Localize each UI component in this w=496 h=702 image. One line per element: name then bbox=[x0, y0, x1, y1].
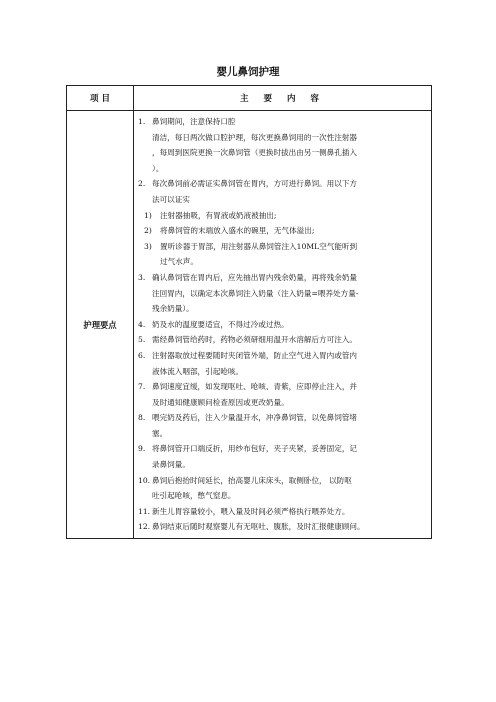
list-item bbox=[138, 504, 428, 520]
sub-list-item-text bbox=[160, 239, 428, 270]
list-item-number: 3. bbox=[138, 272, 146, 282]
list-item-line: ，每周到医院更换一次鼻饲管（更换时拔出由另一侧鼻孔插入 bbox=[152, 148, 358, 158]
sub-list-item-line: 注射器抽吸，有胃液或奶液被抽出; bbox=[160, 210, 277, 220]
list-item-line: 塞。 bbox=[152, 428, 168, 438]
list-item-line: 鼻饲速度宜缓，如发现呕吐、呛咳、青紫，应即停止注入，并 bbox=[152, 382, 358, 392]
item-list bbox=[138, 114, 428, 535]
list-item bbox=[138, 379, 428, 410]
header-item: 项 目 bbox=[67, 86, 134, 111]
list-item bbox=[138, 473, 428, 504]
list-item bbox=[138, 176, 428, 207]
sub-list-item-number: 2) bbox=[144, 226, 152, 236]
list-item-number: 6. bbox=[138, 350, 146, 360]
sub-list-item-text bbox=[160, 208, 428, 224]
list-item-text bbox=[152, 348, 428, 379]
list-item-number: 4. bbox=[138, 319, 146, 329]
header-content-text: 主 要 内 容 bbox=[240, 94, 325, 104]
list-item-line: 鼻饲后抱抬时间延长，抬高婴儿床床头，取侧卧位， 以防呕 bbox=[152, 475, 352, 485]
list-item-text bbox=[152, 317, 428, 333]
sub-list-item bbox=[138, 208, 428, 224]
list-item-number: 5. bbox=[138, 335, 146, 345]
list-item-line: 及时通知健康顾问检查原因或更改奶量。 bbox=[152, 397, 289, 407]
table-row bbox=[67, 111, 432, 539]
list-item-line: ）。 bbox=[152, 163, 164, 173]
list-item-line: 注回胃内，以确定本次鼻饲注入奶量（注入奶量=喂养处方量- bbox=[152, 288, 359, 298]
list-item bbox=[138, 332, 428, 348]
list-item bbox=[138, 441, 428, 472]
list-item-line: 奶及水的温度要适宜，不得过冷或过热。 bbox=[152, 319, 289, 329]
sub-list-item bbox=[138, 239, 428, 270]
list-item-number: 11. bbox=[138, 506, 151, 516]
list-item bbox=[138, 317, 428, 333]
sub-list-item-line: 过气水声。 bbox=[160, 257, 198, 267]
sub-list-item bbox=[138, 223, 428, 239]
list-item-line: 每次鼻饲前必需证实鼻饲管在胃内，方可进行鼻饲。用以下方 bbox=[152, 179, 358, 189]
list-item-number: 10. bbox=[138, 475, 151, 485]
list-item bbox=[138, 410, 428, 441]
list-item-text bbox=[152, 114, 428, 176]
list-item-number: 12. bbox=[138, 522, 151, 532]
list-item-line: 将鼻饲管开口端反折，用纱布包好，夹子夹紧，妥善固定，记 bbox=[152, 444, 358, 454]
sub-list-item-number: 3) bbox=[144, 241, 152, 251]
list-item bbox=[138, 348, 428, 379]
list-item-text bbox=[152, 441, 428, 472]
list-item-line: 液体流入咽部，引起呛咳。 bbox=[152, 366, 244, 376]
list-item bbox=[138, 519, 428, 535]
list-item-text bbox=[152, 379, 428, 410]
row-label: 护理要点 bbox=[67, 111, 134, 539]
list-item-line: 录鼻饲量。 bbox=[152, 460, 190, 470]
list-item-text bbox=[152, 410, 428, 441]
list-item-line: 喂完奶及药后，注入少量温开水，冲净鼻饲管，以免鼻饲管堵 bbox=[152, 413, 358, 423]
content-cell bbox=[134, 111, 432, 539]
list-item-line: 吐引起呛咳，憋气窒息。 bbox=[152, 491, 236, 501]
list-item bbox=[138, 270, 428, 317]
table-header-row bbox=[67, 86, 432, 111]
list-item-line: 新生儿胃容量较小，喂入量及时间必须严格执行喂养处方。 bbox=[152, 506, 350, 516]
list-item bbox=[138, 114, 428, 176]
list-item-text bbox=[152, 176, 428, 207]
list-item-number: 8. bbox=[138, 413, 146, 423]
document-title: 婴儿鼻饲护理 bbox=[216, 66, 280, 78]
sub-list-item-number: 1) bbox=[144, 210, 152, 220]
list-item-line: 清洁，每日两次做口腔护理，每次更换鼻饲用的一次性注射器 bbox=[152, 132, 358, 142]
list-item-line: 确认鼻饲管在胃内后，应先抽出胃内残余奶量，再将残余奶量 bbox=[152, 272, 358, 282]
list-item-text bbox=[152, 504, 428, 520]
list-item-line: 需经鼻饲管给药时，药物必须研细用温开水溶解后方可注入。 bbox=[152, 335, 358, 345]
sub-list-item-line: 置听诊器于胃部，用注射器从鼻饲管注入10ML空气能听到 bbox=[160, 241, 358, 251]
list-item-text bbox=[152, 270, 428, 317]
list-item-number: 2. bbox=[138, 179, 146, 189]
list-item-line: 法可以证实 bbox=[152, 194, 190, 204]
list-item-number: 9. bbox=[138, 444, 146, 454]
list-item-line: 注射器取放过程要随时夹闭管外端，防止空气进入胃内或管内 bbox=[152, 350, 358, 360]
sub-list-item-line: 将鼻饲管的末端放入盛水的碗里，无气体溢出; bbox=[160, 226, 315, 236]
list-item-line: 残余奶量）。 bbox=[152, 304, 194, 314]
list-item-text bbox=[152, 332, 428, 348]
list-item-text bbox=[152, 519, 428, 535]
care-table bbox=[66, 85, 432, 539]
list-item-line: 鼻饲期间，注意保持口腔 bbox=[152, 117, 236, 126]
list-item-number: 1. bbox=[138, 117, 146, 126]
list-item-line: 鼻饲结束后随时观察婴儿有无呕吐、腹胀，及时汇报健康顾问。 bbox=[152, 522, 365, 532]
sub-list-item-text bbox=[160, 223, 428, 239]
list-item-text bbox=[152, 473, 428, 504]
list-item-number: 7. bbox=[138, 382, 146, 392]
header-content bbox=[134, 86, 432, 111]
